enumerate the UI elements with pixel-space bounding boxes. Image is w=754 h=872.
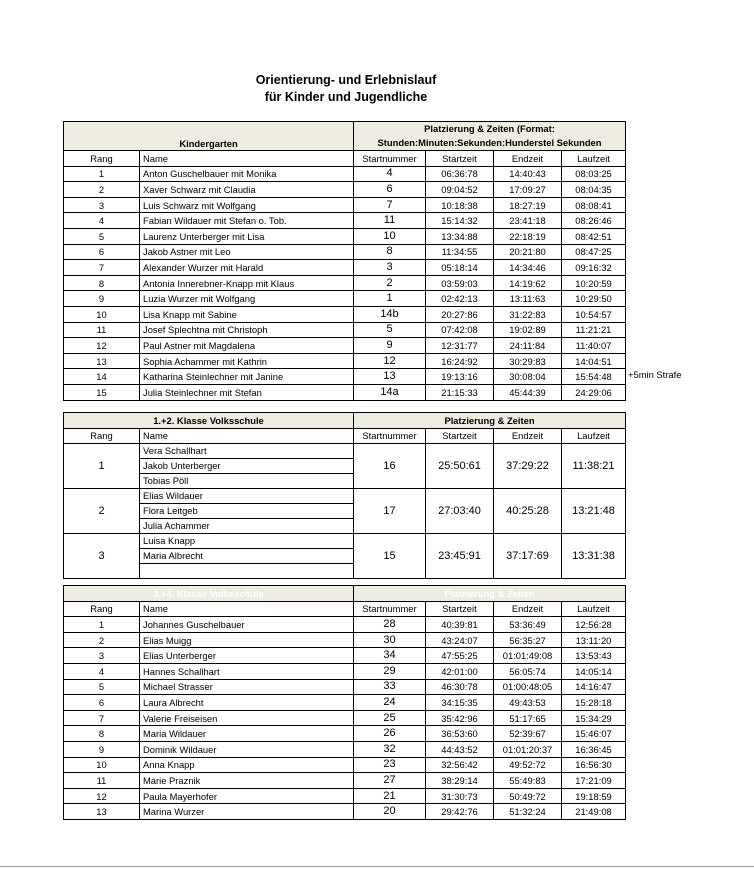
table-row bbox=[64, 695, 626, 711]
table-row bbox=[64, 275, 626, 291]
laufzeit-cell: 16:56:30 bbox=[562, 757, 626, 773]
startzeit-cell: 34:15:35 bbox=[426, 695, 494, 711]
table-row bbox=[64, 260, 626, 276]
startnummer-cell: 16 bbox=[354, 444, 426, 489]
laufzeit-cell: 13:31:38 bbox=[562, 534, 626, 579]
col-laufzeit: Laufzeit bbox=[562, 151, 626, 167]
title-line-1: Orientierung- und Erlebnislauf bbox=[255, 73, 437, 87]
laufzeit-cell: 15:28:18 bbox=[562, 695, 626, 711]
laufzeit-cell: 09:16:32 bbox=[562, 260, 626, 276]
klasse34-table bbox=[63, 585, 626, 820]
page-title bbox=[0, 72, 692, 106]
rank-cell: 2 bbox=[64, 182, 140, 198]
table-row bbox=[64, 291, 626, 307]
name-cell: Paula Mayerhofer bbox=[140, 788, 354, 804]
startnummer-cell: 12 bbox=[354, 353, 426, 369]
team-member-name: Julia Achammer bbox=[143, 520, 210, 532]
endzeit-cell: 01:01:49:08 bbox=[494, 648, 562, 664]
rank-cell: 1 bbox=[64, 444, 140, 489]
startnummer-cell: 10 bbox=[354, 228, 426, 244]
endzeit-cell: 30:29:83 bbox=[494, 353, 562, 369]
rank-cell: 12 bbox=[64, 338, 140, 354]
startnummer-cell: 14a bbox=[354, 384, 426, 400]
col-endzeit: Endzeit bbox=[494, 151, 562, 167]
name-cell: Marina Wurzer bbox=[140, 804, 354, 820]
names-cell bbox=[140, 489, 354, 534]
kindergarten-title: Kindergarten bbox=[64, 122, 354, 151]
rank-cell: 13 bbox=[64, 804, 140, 820]
endzeit-cell: 49:52:72 bbox=[494, 757, 562, 773]
startnummer-cell: 8 bbox=[354, 244, 426, 260]
laufzeit-cell: 08:08:41 bbox=[562, 197, 626, 213]
startzeit-cell: 06:36:78 bbox=[426, 166, 494, 182]
table-row bbox=[64, 788, 626, 804]
rank-cell: 6 bbox=[64, 695, 140, 711]
startnummer-cell: 25 bbox=[354, 710, 426, 726]
laufzeit-cell: 10:29:50 bbox=[562, 291, 626, 307]
startzeit-cell: 05:18:14 bbox=[426, 260, 494, 276]
startzeit-cell: 21:15:33 bbox=[426, 384, 494, 400]
startnummer-cell: 24 bbox=[354, 695, 426, 711]
col-laufzeit: Laufzeit bbox=[562, 428, 626, 444]
endzeit-cell: 51:32:24 bbox=[494, 804, 562, 820]
startnummer-cell: 15 bbox=[354, 534, 426, 579]
rank-cell: 4 bbox=[64, 213, 140, 229]
endzeit-cell: 56:35:27 bbox=[494, 632, 562, 648]
laufzeit-cell: 17:21:09 bbox=[562, 773, 626, 789]
kindergarten-times-title: Platzierung & Zeiten (Format: Stunden:Minuten:Sekunden:Hunderstel Sekunden bbox=[354, 122, 626, 151]
table-row bbox=[64, 757, 626, 773]
rank-cell: 8 bbox=[64, 726, 140, 742]
startzeit-cell: 43:24:07 bbox=[426, 632, 494, 648]
startzeit-cell: 16:24:92 bbox=[426, 353, 494, 369]
startnummer-cell: 3 bbox=[354, 260, 426, 276]
rank-cell: 1 bbox=[64, 166, 140, 182]
col-rang: Rang bbox=[64, 151, 140, 167]
laufzeit-cell: 08:04:35 bbox=[562, 182, 626, 198]
table-row bbox=[64, 804, 626, 820]
startzeit-cell: 40:39:81 bbox=[426, 617, 494, 633]
rank-cell: 9 bbox=[64, 291, 140, 307]
startzeit-cell: 38:29:14 bbox=[426, 773, 494, 789]
table-row bbox=[64, 632, 626, 648]
rank-cell: 7 bbox=[64, 260, 140, 276]
table-row bbox=[64, 444, 626, 489]
col-laufzeit: Laufzeit bbox=[562, 601, 626, 617]
col-startnummer: Startnummer bbox=[354, 151, 426, 167]
startnummer-cell: 28 bbox=[354, 617, 426, 633]
endzeit-cell: 20:21:80 bbox=[494, 244, 562, 260]
col-startzeit: Startzeit bbox=[426, 428, 494, 444]
startnummer-cell: 34 bbox=[354, 648, 426, 664]
page-bottom-border bbox=[0, 866, 754, 867]
laufzeit-cell: 08:26:46 bbox=[562, 213, 626, 229]
rank-cell: 1 bbox=[64, 617, 140, 633]
startzeit-cell: 15:14:32 bbox=[426, 213, 494, 229]
col-rang: Rang bbox=[64, 428, 140, 444]
table-row bbox=[64, 353, 626, 369]
startzeit-cell: 25:50:61 bbox=[426, 444, 494, 489]
rank-cell: 8 bbox=[64, 275, 140, 291]
table-row bbox=[64, 679, 626, 695]
name-cell: Antonia Innerebner-Knapp mit Klaus bbox=[140, 275, 354, 291]
laufzeit-cell: 24:29:06 bbox=[562, 384, 626, 400]
startzeit-cell: 46:30:78 bbox=[426, 679, 494, 695]
rank-cell: 6 bbox=[64, 244, 140, 260]
endzeit-cell: 19:02:89 bbox=[494, 322, 562, 338]
team-member-name: Luisa Knapp bbox=[140, 534, 353, 549]
startzeit-cell: 02:42:13 bbox=[426, 291, 494, 307]
rank-cell: 2 bbox=[64, 489, 140, 534]
startzeit-cell: 31:30:73 bbox=[426, 788, 494, 804]
rank-cell: 11 bbox=[64, 773, 140, 789]
rank-cell: 11 bbox=[64, 322, 140, 338]
col-startzeit: Startzeit bbox=[426, 151, 494, 167]
endzeit-cell: 45:44:39 bbox=[494, 384, 562, 400]
laufzeit-cell: 11:21:21 bbox=[562, 322, 626, 338]
startzeit-cell: 19:13:16 bbox=[426, 369, 494, 385]
laufzeit-cell: 08:42:51 bbox=[562, 228, 626, 244]
column-header-row bbox=[64, 151, 626, 167]
endzeit-cell: 18:27:19 bbox=[494, 197, 562, 213]
endzeit-cell: 53:36:49 bbox=[494, 617, 562, 633]
endzeit-cell: 30:08:04 bbox=[494, 369, 562, 385]
col-startnummer: Startnummer bbox=[354, 601, 426, 617]
rank-cell: 3 bbox=[64, 534, 140, 579]
team-member-name: Vera Schallhart bbox=[140, 444, 353, 459]
kindergarten-table bbox=[63, 121, 626, 401]
startnummer-cell: 29 bbox=[354, 663, 426, 679]
endzeit-cell: 14:34:46 bbox=[494, 260, 562, 276]
table-row bbox=[64, 489, 626, 534]
startzeit-cell: 11:34:55 bbox=[426, 244, 494, 260]
team-member-name bbox=[140, 564, 353, 578]
col-name: Name bbox=[140, 428, 354, 444]
table-row bbox=[64, 306, 626, 322]
laufzeit-cell: 16:36:45 bbox=[562, 741, 626, 757]
endzeit-cell: 01:00:48:05 bbox=[494, 679, 562, 695]
table-row bbox=[64, 213, 626, 229]
startnummer-cell: 26 bbox=[354, 726, 426, 742]
team-member-name: Jakob Unterberger bbox=[140, 459, 353, 474]
startnummer-cell: 1 bbox=[354, 291, 426, 307]
laufzeit-cell: 14:04:51 bbox=[562, 353, 626, 369]
startzeit-cell: 35:42:96 bbox=[426, 710, 494, 726]
name-cell: Laurenz Unterberger mit Lisa bbox=[140, 228, 354, 244]
startzeit-cell: 12:31:77 bbox=[426, 338, 494, 354]
laufzeit-cell: 11:38:21 bbox=[562, 444, 626, 489]
col-endzeit: Endzeit bbox=[494, 428, 562, 444]
name-cell: Luzia Wurzer mit Wolfgang bbox=[140, 291, 354, 307]
startzeit-cell: 32:56:42 bbox=[426, 757, 494, 773]
laufzeit-cell: 12:56:28 bbox=[562, 617, 626, 633]
rank-cell: 10 bbox=[64, 757, 140, 773]
table-row bbox=[64, 663, 626, 679]
endzeit-cell: 49:43:53 bbox=[494, 695, 562, 711]
rank-cell: 5 bbox=[64, 679, 140, 695]
col-startzeit: Startzeit bbox=[426, 601, 494, 617]
rank-cell: 3 bbox=[64, 197, 140, 213]
team-member-name: Elias Wildauer bbox=[140, 489, 353, 504]
endzeit-cell: 13:11:63 bbox=[494, 291, 562, 307]
laufzeit-cell: 08:47:25 bbox=[562, 244, 626, 260]
name-cell: Marie Praznik bbox=[140, 773, 354, 789]
startnummer-cell: 11 bbox=[354, 213, 426, 229]
laufzeit-cell: 14:05:14 bbox=[562, 663, 626, 679]
laufzeit-cell: 15:46:07 bbox=[562, 726, 626, 742]
name-cell: Dominik Wildauer bbox=[140, 741, 354, 757]
startnummer-cell: 9 bbox=[354, 338, 426, 354]
title-line-2: für Kinder und Jugendliche bbox=[264, 90, 428, 104]
klasse12-header bbox=[64, 413, 626, 429]
klasse34-title: 3.+4. Klasse Volksschule bbox=[64, 586, 354, 602]
col-rang: Rang bbox=[64, 601, 140, 617]
laufzeit-cell: 11:40:07 bbox=[562, 338, 626, 354]
names-cell bbox=[140, 444, 354, 489]
col-startnummer: Startnummer bbox=[354, 428, 426, 444]
startzeit-cell: 03:59:03 bbox=[426, 275, 494, 291]
table-row bbox=[64, 369, 626, 385]
laufzeit-cell: 15:34:29 bbox=[562, 710, 626, 726]
endzeit-cell: 14:40:43 bbox=[494, 166, 562, 182]
table-row bbox=[64, 534, 626, 579]
rank-cell: 10 bbox=[64, 306, 140, 322]
name-cell: Anna Knapp bbox=[140, 757, 354, 773]
laufzeit-cell: 21:49:08 bbox=[562, 804, 626, 820]
rank-cell: 15 bbox=[64, 384, 140, 400]
endzeit-cell: 52:39:67 bbox=[494, 726, 562, 742]
startzeit-cell: 20:27:86 bbox=[426, 306, 494, 322]
table-row bbox=[64, 710, 626, 726]
endzeit-cell: 31:22:83 bbox=[494, 306, 562, 322]
startnummer-cell: 4 bbox=[354, 166, 426, 182]
startnummer-cell: 20 bbox=[354, 804, 426, 820]
table-row bbox=[64, 228, 626, 244]
startnummer-cell: 5 bbox=[354, 322, 426, 338]
table-row bbox=[64, 384, 626, 400]
startzeit-cell: 07:42:08 bbox=[426, 322, 494, 338]
klasse34-header bbox=[64, 586, 626, 602]
col-name: Name bbox=[140, 601, 354, 617]
startnummer-cell: 32 bbox=[354, 741, 426, 757]
col-endzeit: Endzeit bbox=[494, 601, 562, 617]
startnummer-cell: 2 bbox=[354, 275, 426, 291]
table-row bbox=[64, 197, 626, 213]
endzeit-cell: 22:18:19 bbox=[494, 228, 562, 244]
name-cell: Luis Schwarz mit Wolfgang bbox=[140, 197, 354, 213]
laufzeit-cell: 15:54:48 bbox=[562, 369, 626, 385]
name-cell: Hannes Schallhart bbox=[140, 663, 354, 679]
startnummer-cell: 6 bbox=[354, 182, 426, 198]
column-header-row bbox=[64, 601, 626, 617]
name-cell: Sophia Achammer mit Kathrin bbox=[140, 353, 354, 369]
laufzeit-cell: 10:20:59 bbox=[562, 275, 626, 291]
table-row bbox=[64, 166, 626, 182]
endzeit-cell: 51:17:65 bbox=[494, 710, 562, 726]
startzeit-cell: 44:43:52 bbox=[426, 741, 494, 757]
name-cell: Elias Unterberger bbox=[140, 648, 354, 664]
laufzeit-cell: 13:53:43 bbox=[562, 648, 626, 664]
name-cell: Xaver Schwarz mit Claudia bbox=[140, 182, 354, 198]
laufzeit-cell: 13:21:48 bbox=[562, 489, 626, 534]
endzeit-cell: 23:41:18 bbox=[494, 213, 562, 229]
name-cell: Jakob Astner mit Leo bbox=[140, 244, 354, 260]
endzeit-cell: 56:05:74 bbox=[494, 663, 562, 679]
startzeit-cell: 23:45:91 bbox=[426, 534, 494, 579]
table-row bbox=[64, 741, 626, 757]
endzeit-cell: 24:11:84 bbox=[494, 338, 562, 354]
klasse12-title: 1.+2. Klasse Volksschule bbox=[64, 413, 354, 429]
team-member-name: Maria Albrecht bbox=[140, 549, 353, 564]
rank-cell: 2 bbox=[64, 632, 140, 648]
laufzeit-cell: 19:18:59 bbox=[562, 788, 626, 804]
table-row bbox=[64, 244, 626, 260]
startnummer-cell: 17 bbox=[354, 489, 426, 534]
team-member-name: Flora Leitgeb bbox=[140, 504, 353, 519]
startzeit-cell: 10:18:38 bbox=[426, 197, 494, 213]
rank-cell: 7 bbox=[64, 710, 140, 726]
table-row bbox=[64, 648, 626, 664]
startzeit-cell: 27:03:40 bbox=[426, 489, 494, 534]
name-cell: Laura Albrecht bbox=[140, 695, 354, 711]
startnummer-cell: 30 bbox=[354, 632, 426, 648]
startnummer-cell: 21 bbox=[354, 788, 426, 804]
startnummer-cell: 23 bbox=[354, 757, 426, 773]
name-cell: Michael Strasser bbox=[140, 679, 354, 695]
startzeit-cell: 36:53:60 bbox=[426, 726, 494, 742]
rank-cell: 14 bbox=[64, 369, 140, 385]
name-cell: Fabian Wildauer mit Stefan o. Tob. bbox=[140, 213, 354, 229]
startnummer-cell: 7 bbox=[354, 197, 426, 213]
table-row bbox=[64, 182, 626, 198]
startnummer-cell: 13 bbox=[354, 369, 426, 385]
column-header-row bbox=[64, 428, 626, 444]
rank-cell: 5 bbox=[64, 228, 140, 244]
endzeit-cell: 55:49:83 bbox=[494, 773, 562, 789]
startnummer-cell: 33 bbox=[354, 679, 426, 695]
endzeit-cell: 40:25:28 bbox=[494, 489, 562, 534]
team-member-name: Tobias Pöll bbox=[143, 475, 189, 487]
table-row bbox=[64, 322, 626, 338]
name-cell: Paul Astner mit Magdalena bbox=[140, 338, 354, 354]
table-row bbox=[64, 773, 626, 789]
endzeit-cell: 14:19:62 bbox=[494, 275, 562, 291]
penalty-note: +5min Strafe bbox=[628, 369, 682, 380]
name-cell: Maria Wildauer bbox=[140, 726, 354, 742]
startnummer-cell: 27 bbox=[354, 773, 426, 789]
names-cell bbox=[140, 534, 354, 579]
startzeit-cell: 13:34:88 bbox=[426, 228, 494, 244]
endzeit-cell: 50:49:72 bbox=[494, 788, 562, 804]
table-row bbox=[64, 617, 626, 633]
name-cell: Julia Steinlechner mit Stefan bbox=[140, 384, 354, 400]
name-cell: Alexander Wurzer mit Harald bbox=[140, 260, 354, 276]
table-row bbox=[64, 726, 626, 742]
kindergarten-header bbox=[64, 122, 626, 151]
klasse34-times-title: Platzierung & Zeiten bbox=[354, 586, 626, 602]
laufzeit-cell: 10:54:57 bbox=[562, 306, 626, 322]
laufzeit-cell: 08:03:25 bbox=[562, 166, 626, 182]
name-cell: Anton Guschelbauer mit Monika bbox=[140, 166, 354, 182]
startzeit-cell: 09:04:52 bbox=[426, 182, 494, 198]
name-cell: Valerie Freiseisen bbox=[140, 710, 354, 726]
endzeit-cell: 37:29:22 bbox=[494, 444, 562, 489]
name-cell: Katharina Steinlechner mit Janine bbox=[140, 369, 354, 385]
col-name: Name bbox=[140, 151, 354, 167]
rank-cell: 12 bbox=[64, 788, 140, 804]
startzeit-cell: 47:55:25 bbox=[426, 648, 494, 664]
startnummer-cell: 14b bbox=[354, 306, 426, 322]
endzeit-cell: 17:09:27 bbox=[494, 182, 562, 198]
table-row bbox=[64, 338, 626, 354]
rank-cell: 9 bbox=[64, 741, 140, 757]
rank-cell: 3 bbox=[64, 648, 140, 664]
name-cell: Lisa Knapp mit Sabine bbox=[140, 306, 354, 322]
startzeit-cell: 29:42:76 bbox=[426, 804, 494, 820]
startzeit-cell: 42:01:00 bbox=[426, 663, 494, 679]
name-cell: Josef Splechtna mit Christoph bbox=[140, 322, 354, 338]
name-cell: Elias Muigg bbox=[140, 632, 354, 648]
laufzeit-cell: 14:16:47 bbox=[562, 679, 626, 695]
rank-cell: 13 bbox=[64, 353, 140, 369]
klasse12-table bbox=[63, 412, 626, 579]
name-cell: Johannes Guschelbauer bbox=[140, 617, 354, 633]
endzeit-cell: 01:01:20:37 bbox=[494, 741, 562, 757]
laufzeit-cell: 13:11:20 bbox=[562, 632, 626, 648]
rank-cell: 4 bbox=[64, 663, 140, 679]
klasse12-times-title: Platzierung & Zeiten bbox=[354, 413, 626, 429]
endzeit-cell: 37:17:69 bbox=[494, 534, 562, 579]
